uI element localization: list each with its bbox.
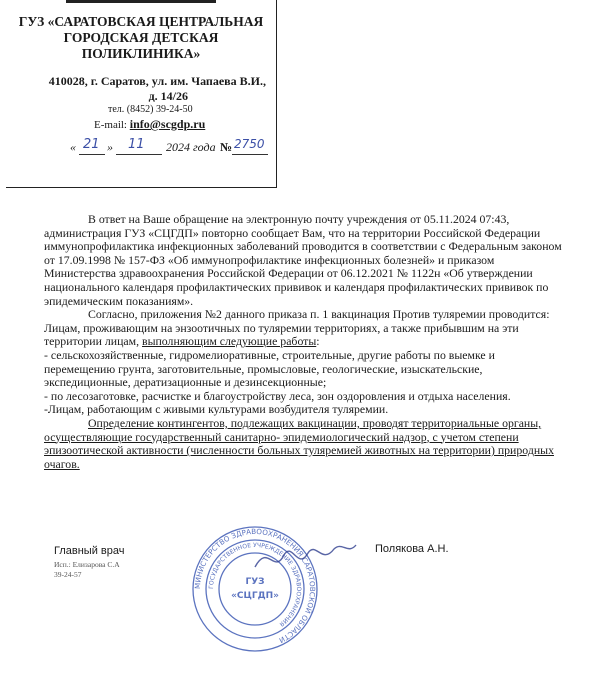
- handwritten-number: 2750: [234, 137, 265, 151]
- address-line-2: д. 14/26: [148, 89, 188, 103]
- signature-title: Главный врач: [54, 545, 125, 557]
- executor-name: Исп.: Елизарова С.А: [54, 560, 120, 569]
- outgoing-date-number: [70, 137, 270, 158]
- handwritten-month: 11: [128, 137, 145, 152]
- org-name-line-2: ГОРОДСКАЯ ДЕТСКАЯ: [63, 30, 219, 45]
- list-item-agricultural-works: - сельскохозяйственные, гидромелиоративные, строительные, другие работы по выемке и перемещению грунта, заготовительные, промысловые, геологические, изыскательские, экспедиционные, дератизационные и дезинсекционные;: [44, 347, 495, 390]
- paragraph-contingents: Определение контингентов, подлежащих вакцинации, проводят территориальные органы, осуществляющие государственный санитарно- эпидемиологический надзор, с учетом степени эпизоотической активности (численности больных туляремией животных на территории) природных очагов.: [44, 415, 554, 471]
- signatory-name: Полякова А.Н.: [375, 543, 449, 555]
- quote-close: »: [107, 140, 113, 154]
- phone-number: тел. (8452) 39-24-50: [108, 104, 193, 115]
- letterhead: [6, 0, 277, 188]
- org-name-line-3: ПОЛИКЛИНИКА»: [81, 46, 201, 61]
- stamp-inner-text: ГОСУДАРСТВЕННОЕ УЧРЕЖДЕНИЕ ЗДРАВООХРАНЕНИЯ: [207, 541, 303, 628]
- handwritten-signature: [250, 535, 360, 580]
- address-line-1: 410028, г. Саратов, ул. им. Чапаева В.И.,: [48, 74, 266, 88]
- email-label: E-mail:: [94, 119, 130, 131]
- handwritten-day: 21: [83, 137, 100, 152]
- executor-phone: 39-24-57: [54, 570, 82, 579]
- stamp-outer-text: МИНИСТЕРСТВО ЗДРАВООХРАНЕНИЯ САРАТОВСКОЙ ОБЛАСТИ: [192, 526, 318, 645]
- letter-body: [44, 213, 564, 471]
- year-label: 2024 года: [166, 140, 216, 154]
- quote-open: «: [70, 140, 76, 154]
- stamp-center-line-1: ГУЗ: [245, 577, 265, 587]
- paragraph-vaccination-colon: :: [316, 334, 320, 349]
- list-item-forestry-works: - по лесозаготовке, расчистке и благоустройству леса, зон оздоровления и отдыха населения.: [44, 388, 511, 403]
- number-sign: №: [220, 140, 233, 154]
- email-link[interactable]: info@scgdp.ru: [129, 117, 206, 131]
- paragraph-vaccination-text: Согласно, приложения №2 данного приказа п. 1 вакцинация Против туляремии проводится: Лицам, проживающим на энзоотичных по туляремии территориях, а также прибывшим на эти территории лицам,: [44, 307, 550, 349]
- paragraph-vaccination: [44, 308, 564, 349]
- underlined-works-phrase: выполняющим следующие работы: [142, 334, 317, 349]
- email-line: [94, 117, 205, 132]
- org-name-line-1: ГУЗ «САРАТОВСКАЯ ЦЕНТРАЛЬНАЯ: [18, 14, 264, 29]
- organization-name: [6, 14, 276, 62]
- stamp-center-line-2: «СЦГДП»: [231, 591, 279, 601]
- list-item-live-cultures: -Лицам, работающим с живыми культурами возбудителя туляремии.: [44, 402, 389, 417]
- paragraph-response: В ответ на Ваше обращение на электронную почту учреждения от 05.11.2024 07:43, администрация ГУЗ «СЦГДП» повторно сообщает Вам, что на территории Российской Федерации иммунопрофилактика инфекционных заболеваний проводится в соответствии с Федеральным законом от 17.09.1998 № 157-ФЗ «Об иммунопрофилактике инфекционных болезней» и приказом Министерства здравоохранения Российской Федерации от 06.12.2021 № 1122н «Об утверждении национального календаря профилактических прививок и календаря профилактических прививок по эпидемическим показаниям».: [44, 212, 562, 308]
- letterhead-top-line: [66, 0, 216, 3]
